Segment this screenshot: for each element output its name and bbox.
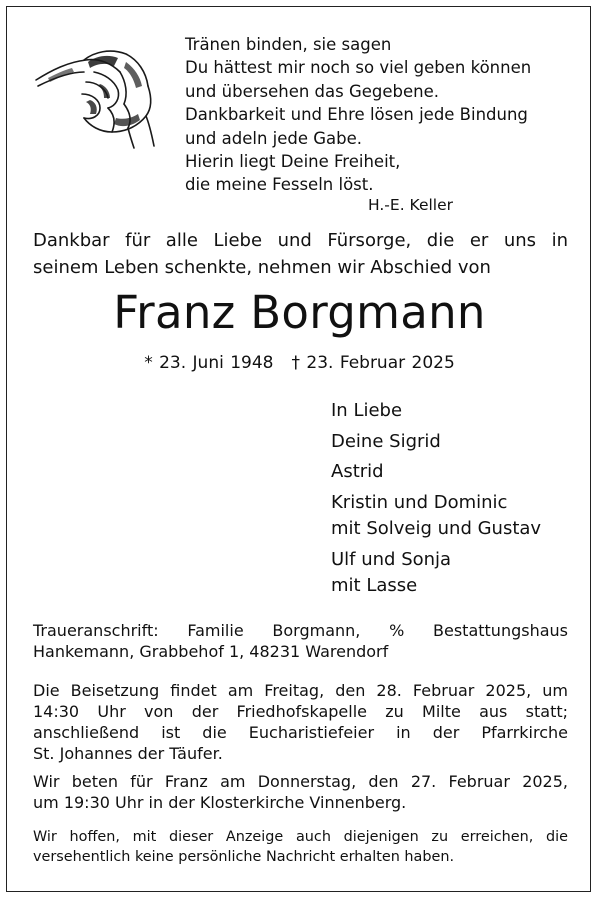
poem-author: H.-E. Keller [368,196,454,214]
mourner-line: Ulf und Sonja [331,548,452,570]
mourners-list [331,398,541,604]
mourner-group [331,547,541,600]
mourner-line: Astrid [331,461,384,482]
life-dates [0,353,599,373]
closing-note [33,827,568,867]
mourner-line: Kristin und Dominic [331,491,508,513]
poem-line: Tränen binden, sie sagen [185,35,392,54]
burial-info [33,680,568,764]
mourner-line: mit Lasse [331,575,418,596]
mourner-line: mit Solveig und Gustav [331,518,542,539]
intro-line: seinem Leben schenkte, nehmen wir Abschied von [33,257,491,278]
poem [185,33,531,197]
burial-line: Die Beisetzung findet am Freitag, den 28. Februar 2025, um [33,681,568,700]
poem-line: und adeln jede Gabe. [185,128,363,148]
prayer-info [33,771,568,813]
prayer-line: um 19:30 Uhr in der Klosterkirche Vinnenberg. [33,793,407,812]
burial-line: anschließend ist die Eucharistiefeier in der Pfarrkirche [33,723,568,742]
mourner-group [331,398,541,425]
poem-line: die meine Fesseln löst. [185,175,374,195]
prayer-line: Wir beten für Franz am Donnerstag, den 27. Februar 2025, [33,772,568,791]
poem-line: Hierin liegt Deine Freiheit, [185,151,401,171]
intro-line: Dankbar für alle Liebe und Fürsorge, die er uns in [33,230,568,251]
birth-date: * 23. Juni 1948 [144,353,274,373]
mourner-line: Deine Sigrid [331,430,441,452]
mourner-group [331,490,541,543]
mourning-address [33,620,568,662]
address-line: Traueranschrift: Familie Borgmann, % Bestattungshaus [33,621,568,640]
poem-line: Du hättest mir noch so viel geben können [185,58,532,78]
hands-illustration [34,42,156,150]
intro-text [33,227,568,281]
mourner-line: In Liebe [331,400,403,421]
deceased-name: Franz Borgmann [113,286,486,339]
mourner-group [331,459,541,486]
burial-line: 14:30 Uhr von der Friedhofskapelle zu Milte aus statt; [33,702,568,721]
death-date: † 23. Februar 2025 [291,353,455,373]
note-line: versehentlich keine persönliche Nachricht erhalten haben. [33,849,455,865]
poem-line: und übersehen das Gegebene. [185,81,440,101]
poem-line: Dankbarkeit und Ehre lösen jede Bindung [185,105,528,125]
note-line: Wir hoffen, mit dieser Anzeige auch diejenigen zu erreichen, die [33,829,568,845]
mourner-group [331,429,541,456]
address-line: Hankemann, Grabbehof 1, 48231 Warendorf [33,642,389,661]
burial-line: St. Johannes der Täufer. [33,744,223,763]
